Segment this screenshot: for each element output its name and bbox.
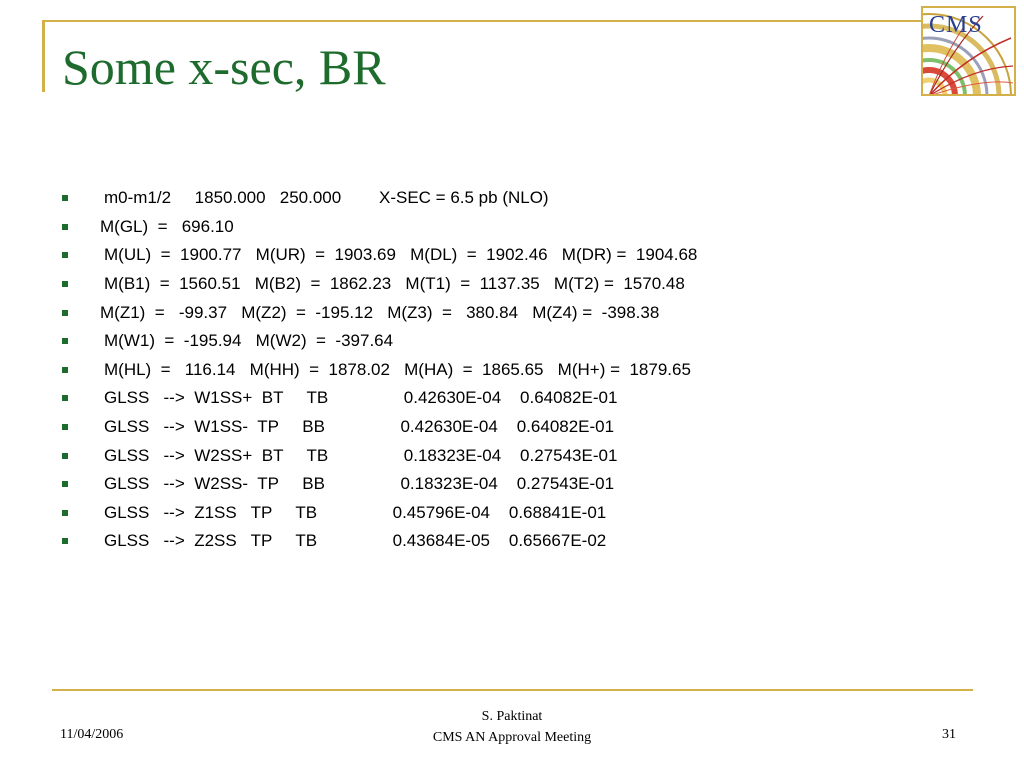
footer-author: S. Paktinat xyxy=(481,709,543,724)
bullet-text: GLSS --> Z1SS TP TB 0.45796E-04 0.68841E-01 xyxy=(104,502,607,522)
page-number: 31 xyxy=(942,727,956,742)
cms-logo-text: CMS xyxy=(929,12,983,38)
list-item xyxy=(62,241,697,270)
bullet-text: GLSS --> W1SS+ BT TB 0.42630E-04 0.64082E-01 xyxy=(104,388,618,408)
footer-meeting: CMS AN Approval Meeting xyxy=(432,730,592,745)
bullet-text: M(HL) = 116.14 M(HH) = 1878.02 M(HA) = 1865.65 M(H+) = 1879.65 xyxy=(104,359,691,379)
list-item xyxy=(62,384,697,413)
footer-date: 11/04/2006 xyxy=(60,727,124,742)
bullet-list xyxy=(62,184,697,556)
bullet-square-icon xyxy=(62,510,68,516)
bullet-text: GLSS --> Z2SS TP TB 0.43684E-05 0.65667E-02 xyxy=(104,531,607,551)
bullet-square-icon xyxy=(62,367,68,373)
bullet-text: m0-m1/2 1850.000 250.000 X-SEC = 6.5 pb (NLO) xyxy=(104,188,549,208)
bullet-square-icon xyxy=(62,453,68,459)
bullet-text: GLSS --> W2SS+ BT TB 0.18323E-04 0.27543E-01 xyxy=(104,445,618,465)
cms-logo xyxy=(921,6,1016,96)
list-item xyxy=(62,413,697,442)
slide-title: Some x-sec, BR xyxy=(62,39,386,95)
bullet-text: M(Z1) = -99.37 M(Z2) = -195.12 M(Z3) = 380.84 M(Z4) = -398.38 xyxy=(100,302,660,322)
list-item xyxy=(62,499,697,528)
bullet-square-icon xyxy=(62,310,68,316)
list-item xyxy=(62,184,697,213)
bullet-square-icon xyxy=(62,252,68,258)
list-item xyxy=(62,441,697,470)
list-item xyxy=(62,527,697,556)
bullet-text: M(W1) = -195.94 M(W2) = -397.64 xyxy=(104,331,394,351)
list-item xyxy=(62,270,697,299)
bullet-square-icon xyxy=(62,224,68,230)
footer-center xyxy=(412,706,612,748)
list-item xyxy=(62,213,697,242)
footer-divider xyxy=(52,689,973,691)
list-item xyxy=(62,356,697,385)
bullet-text: GLSS --> W2SS- TP BB 0.18323E-04 0.27543E-01 xyxy=(104,474,615,494)
bullet-text: M(B1) = 1560.51 M(B2) = 1862.23 M(T1) = 1137.35 M(T2) = 1570.48 xyxy=(104,274,685,294)
bullet-text: M(GL) = 696.10 xyxy=(100,216,234,236)
bullet-square-icon xyxy=(62,424,68,430)
bullet-square-icon xyxy=(62,481,68,487)
bullet-square-icon xyxy=(62,338,68,344)
bullet-square-icon xyxy=(62,395,68,401)
bullet-square-icon xyxy=(62,538,68,544)
bullet-square-icon xyxy=(62,281,68,287)
left-accent-line xyxy=(42,20,45,92)
bullet-text: GLSS --> W1SS- TP BB 0.42630E-04 0.64082E-01 xyxy=(104,417,615,437)
bullet-text: M(UL) = 1900.77 M(UR) = 1903.69 M(DL) = 1902.46 M(DR) = 1904.68 xyxy=(104,245,698,265)
list-item xyxy=(62,298,697,327)
top-accent-line xyxy=(42,20,974,22)
list-item xyxy=(62,470,697,499)
bullet-square-icon xyxy=(62,195,68,201)
list-item xyxy=(62,327,697,356)
